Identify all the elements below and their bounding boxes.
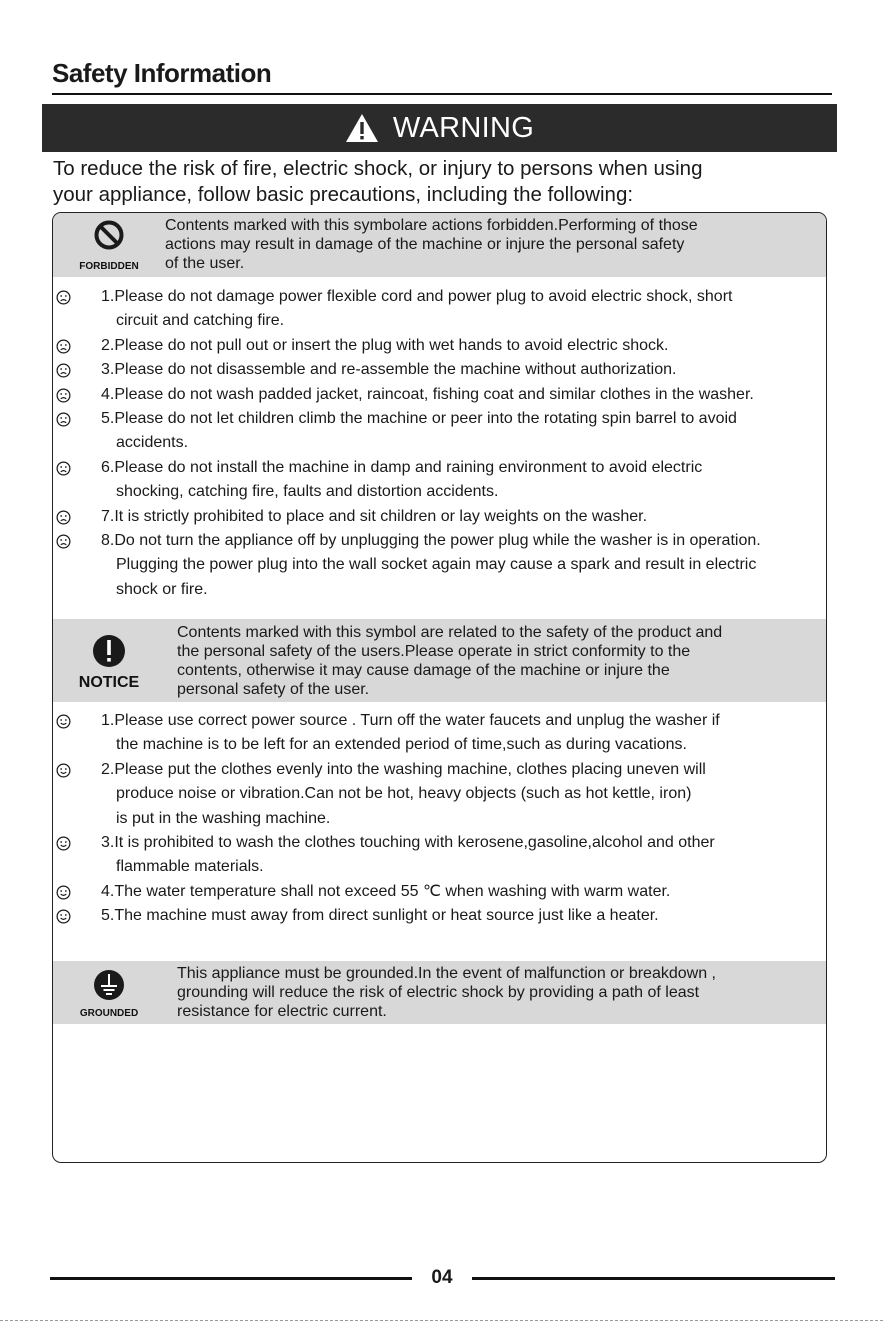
item-number: 3. xyxy=(101,361,115,379)
sad-face-icon xyxy=(56,290,71,305)
item-text: The water temperature shall not exceed 55 ℃ when washing with warm water. xyxy=(114,882,671,900)
sad-face-icon xyxy=(56,461,71,476)
list-item xyxy=(53,709,826,758)
notice-symbol xyxy=(53,634,165,692)
list-item xyxy=(53,358,826,382)
list-item xyxy=(53,758,826,831)
item-text: The machine must away from direct sunlight or heat source just like a heater. xyxy=(114,907,659,925)
item-number: 1. xyxy=(101,712,115,729)
grounded-label: GROUNDED xyxy=(79,1008,139,1019)
item-number: 8. xyxy=(101,532,115,550)
item-text: It is prohibited to wash the clothes touching with kerosene,gasoline,alcohol and other xyxy=(114,834,715,852)
list-item xyxy=(53,880,826,904)
smiley-face-icon xyxy=(56,714,71,729)
grounded-band xyxy=(53,961,826,1024)
smiley-face-icon xyxy=(56,909,71,924)
item-text: Please do not wash padded jacket, raincoat, fishing coat and similar clothes in the washer. xyxy=(114,385,754,403)
item-number: 7. xyxy=(101,507,115,525)
sad-face-icon xyxy=(56,534,71,549)
intro-line: your appliance, follow basic precautions, including the following: xyxy=(53,183,634,206)
item-continuation: is put in the washing machine. xyxy=(116,809,331,827)
item-continuation: shock or fire. xyxy=(116,580,208,598)
item-number: 3. xyxy=(101,834,115,852)
smiley-face-icon xyxy=(56,836,71,851)
item-number: 4. xyxy=(101,385,115,403)
page-number: 04 xyxy=(431,1267,453,1288)
item-number: 6. xyxy=(101,458,115,476)
item-text: Please use correct power source . Turn off the water faucets and unplug the washer if xyxy=(114,712,720,729)
list-item xyxy=(53,456,826,505)
list-item xyxy=(53,334,826,358)
list-item xyxy=(53,383,826,407)
page-edge-divider xyxy=(0,1320,883,1321)
sad-face-icon xyxy=(56,388,71,403)
item-continuation: shocking, catching fire, faults and distortion accidents. xyxy=(116,483,499,501)
description-line: grounding will reduce the risk of electric shock by providing a path of least xyxy=(177,984,700,1001)
notice-band xyxy=(53,619,826,702)
item-continuation: the machine is to be left for an extended period of time,such as during vacations. xyxy=(116,736,687,754)
description-line: Contents marked with this symbol are related to the safety of the product and xyxy=(177,624,723,641)
sad-face-icon xyxy=(56,363,71,378)
sad-face-icon xyxy=(56,510,71,525)
description-line: personal safety of the user. xyxy=(177,681,370,698)
list-item xyxy=(53,285,826,334)
description-line: actions may result in damage of the machine or injure the personal safety xyxy=(165,236,685,253)
notice-description xyxy=(177,623,722,699)
list-item xyxy=(53,505,826,529)
smiley-face-icon xyxy=(56,885,71,900)
grounded-description xyxy=(177,964,716,1021)
item-text: It is strictly prohibited to place and sit children or lay weights on the washer. xyxy=(114,507,648,525)
list-item xyxy=(53,407,826,456)
item-number: 5. xyxy=(101,410,115,428)
item-text: Please do not install the machine in damp and raining environment to avoid electric xyxy=(114,458,703,476)
item-number: 2. xyxy=(101,336,115,354)
description-line: resistance for electric current. xyxy=(177,1003,387,1020)
intro-text xyxy=(53,156,843,208)
ground-icon xyxy=(93,969,125,1006)
prohibition-icon xyxy=(93,219,125,256)
forbidden-label: FORBIDDEN xyxy=(79,261,139,272)
warning-label: WARNING xyxy=(392,111,535,144)
notice-list xyxy=(53,709,826,929)
warning-triangle-icon xyxy=(345,113,379,143)
intro-line: To reduce the risk of fire, electric shock, or injury to persons when using xyxy=(53,157,703,180)
item-continuation: circuit and catching fire. xyxy=(116,312,285,330)
footer-rule-left xyxy=(50,1277,412,1280)
item-number: 1. xyxy=(101,288,115,305)
safety-panel xyxy=(52,212,827,1163)
item-text: Please do not disassemble and re-assemble the machine without authorization. xyxy=(114,361,677,379)
item-text: Please do not damage power flexible cord and power plug to avoid electric shock, short xyxy=(114,288,733,305)
grounded-symbol xyxy=(53,969,165,1019)
item-number: 2. xyxy=(101,760,115,778)
page-title: Safety Information xyxy=(52,58,272,88)
sad-face-icon xyxy=(56,412,71,427)
forbidden-description xyxy=(165,216,698,273)
description-line: This appliance must be grounded.In the event of malfunction or breakdown , xyxy=(177,965,716,982)
description-line: of the user. xyxy=(165,255,245,272)
description-line: contents, otherwise it may cause damage of the machine or injure the xyxy=(177,662,670,679)
item-continuation: accidents. xyxy=(116,434,189,452)
item-text: Do not turn the appliance off by unplugging the power plug while the washer is in operation. xyxy=(114,532,761,550)
item-continuation: flammable materials. xyxy=(116,858,264,876)
item-text: Please do not pull out or insert the plug with wet hands to avoid electric shock. xyxy=(114,336,669,354)
item-continuation: produce noise or vibration.Can not be hot, heavy objects (such as hot kettle, iron) xyxy=(116,785,692,803)
title-rule xyxy=(52,93,832,95)
footer-rule-right xyxy=(472,1277,835,1280)
forbidden-band xyxy=(53,213,826,277)
warning-banner xyxy=(42,104,837,152)
description-line: Contents marked with this symbolare actions forbidden.Performing of those xyxy=(165,217,698,234)
list-item xyxy=(53,904,826,928)
item-text: Please put the clothes evenly into the washing machine, clothes placing uneven will xyxy=(114,760,706,778)
item-number: 4. xyxy=(101,882,115,900)
list-item xyxy=(53,529,826,602)
item-text: Please do not let children climb the machine or peer into the rotating spin barrel to avoid xyxy=(114,410,737,428)
forbidden-symbol xyxy=(53,219,165,272)
notice-label: NOTICE xyxy=(78,674,140,691)
description-line: the personal safety of the users.Please operate in strict conformity to the xyxy=(177,643,691,660)
item-number: 5. xyxy=(101,907,115,925)
sad-face-icon xyxy=(56,339,71,354)
forbidden-list xyxy=(53,285,826,602)
list-item xyxy=(53,831,826,880)
smiley-face-icon xyxy=(56,763,71,778)
item-continuation: Plugging the power plug into the wall socket again may cause a spark and result in electric xyxy=(116,556,757,574)
exclamation-icon xyxy=(92,634,126,673)
